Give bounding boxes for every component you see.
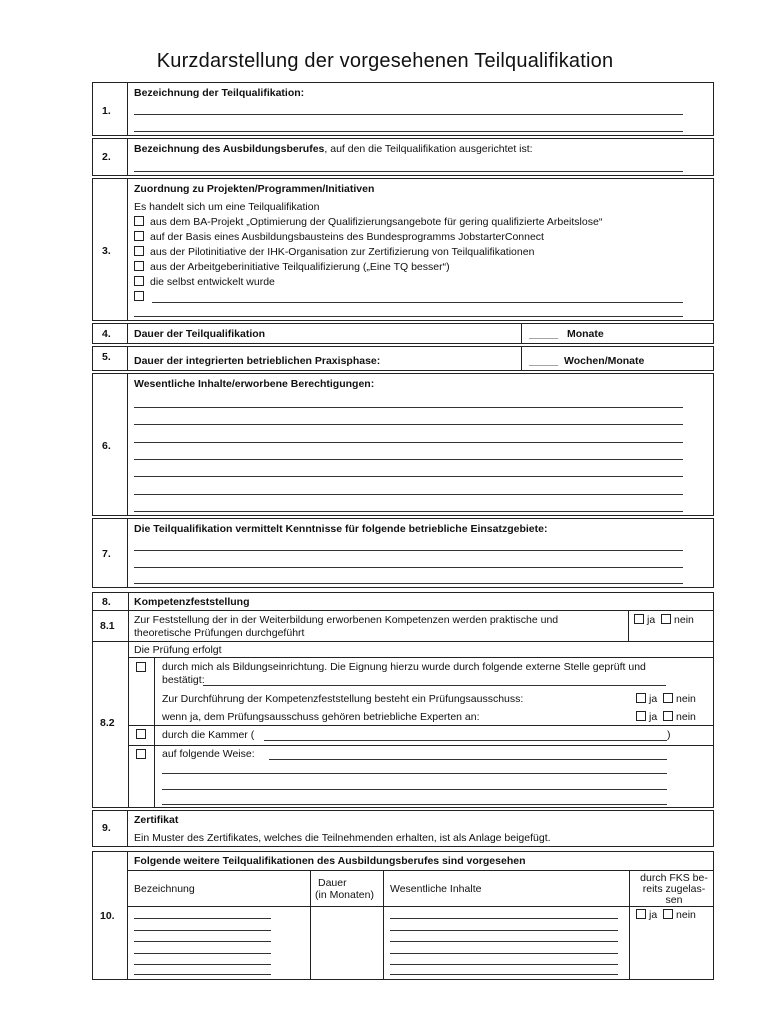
answer-line[interactable] xyxy=(134,511,683,512)
checkbox[interactable] xyxy=(136,749,146,759)
bezeichnung-line[interactable] xyxy=(134,953,271,954)
answer-line[interactable] xyxy=(134,131,683,132)
section-label: Zuordnung zu Projekten/Programmen/Initiativen xyxy=(134,183,375,195)
intro-text: Es handelt sich um eine Teilqualifikation xyxy=(134,201,320,213)
section-text: Ein Muster des Zertifikates, welches die Teilnehmenden erhalten, ist als Anlage beigefügt. xyxy=(134,832,551,844)
answer-line[interactable] xyxy=(162,789,667,790)
option-row-other[interactable] xyxy=(134,291,150,303)
section-label: Wesentliche Inhalte/erworbene Berechtigungen: xyxy=(134,378,375,390)
yes-no-choice[interactable]: ja nein xyxy=(634,614,694,626)
answer-line[interactable] xyxy=(152,302,683,303)
subsection-text: theoretische Prüfungen durchgeführt xyxy=(134,627,305,639)
column-header: durch FKS be- xyxy=(640,872,708,884)
option-row[interactable]: aus dem BA-Projekt „Optimierung der Qualifizierungsangebote für gering qualifizierte Arbeitslose“ xyxy=(134,216,602,228)
column-header: reits zugelas- xyxy=(642,883,706,895)
checkbox-nein[interactable] xyxy=(663,909,673,919)
ausschuss-text: Zur Durchführung der Kompetenzfeststellung besteht ein Prüfungsausschuss: xyxy=(162,693,524,705)
kammer-text: durch die Kammer ( xyxy=(162,729,255,741)
section-8 xyxy=(92,592,714,808)
answer-line[interactable] xyxy=(162,804,667,805)
section-label: Folgende weitere Teilqualifikationen des Ausbildungsberufes sind vorgesehen xyxy=(134,855,526,867)
subsection-text: Zur Feststellung der in der Weiterbildung erworbenen Kompetenzen werden praktische und xyxy=(134,614,559,626)
answer-line[interactable] xyxy=(269,759,667,760)
section-label: Kompetenzfeststellung xyxy=(134,596,250,608)
subsection-number: 8.1 xyxy=(100,620,115,632)
yes-no-choice[interactable]: ja nein xyxy=(636,711,696,723)
answer-line[interactable] xyxy=(203,685,666,686)
section-label: Dauer der integrierten betrieblichen Praxisphase: xyxy=(134,355,381,367)
checkbox-ja[interactable] xyxy=(636,693,646,703)
option-row[interactable]: aus der Pilotinitiative der IHK-Organisation zur Zertifizierung von Teilqualifikationen xyxy=(134,246,534,258)
inhalte-line[interactable] xyxy=(390,974,618,975)
section-number: 9. xyxy=(93,811,128,846)
section-number: 8. xyxy=(102,596,111,608)
page-title: Kurzdarstellung der vorgesehenen Teilqualifikation xyxy=(156,50,614,72)
answer-line[interactable] xyxy=(134,424,683,425)
section-label: Dauer der Teilqualifikation xyxy=(134,328,266,340)
answer-line[interactable] xyxy=(134,114,683,115)
inhalte-line[interactable] xyxy=(390,918,618,919)
answer-line[interactable] xyxy=(134,171,683,172)
inhalte-line[interactable] xyxy=(390,964,618,965)
section-number: 2. xyxy=(93,139,128,175)
answer-line[interactable] xyxy=(134,459,683,460)
section-number: 5. xyxy=(93,347,128,370)
checkbox-nein[interactable] xyxy=(663,693,673,703)
checkbox[interactable] xyxy=(134,261,144,271)
bezeichnung-line[interactable] xyxy=(134,930,271,931)
answer-line[interactable] xyxy=(134,494,683,495)
section-number: 7. xyxy=(93,519,128,587)
inhalte-line[interactable] xyxy=(390,953,618,954)
checkbox[interactable] xyxy=(136,662,146,672)
column-header: (in Monaten) xyxy=(315,889,374,901)
yes-no-choice[interactable]: ja nein xyxy=(636,909,696,921)
option-row[interactable]: auf der Basis eines Ausbildungsbausteins des Bundesprogramms JobstarterConnect xyxy=(134,231,544,243)
section-number: 1. xyxy=(93,83,128,135)
checkbox-ja[interactable] xyxy=(634,614,644,624)
inhalte-line[interactable] xyxy=(390,941,618,942)
checkbox[interactable] xyxy=(134,231,144,241)
checkbox-ja[interactable] xyxy=(636,711,646,721)
inhalte-line[interactable] xyxy=(390,930,618,931)
section-label: Bezeichnung des Ausbildungsberufes, auf den die Teilqualifikation ausgerichtet ist: xyxy=(134,143,533,155)
section-number: 3. xyxy=(93,179,128,320)
section-3 xyxy=(92,178,714,321)
checkbox[interactable] xyxy=(134,291,144,301)
yes-no-choice[interactable]: ja nein xyxy=(636,693,696,705)
option-row[interactable]: die selbst entwickelt wurde xyxy=(134,276,275,288)
column-header: Bezeichnung xyxy=(134,883,195,895)
option-text: durch mich als Bildungseinrichtung. Die Eignung hierzu wurde durch folgende externe Stelle geprüft und xyxy=(162,661,646,673)
section-label: Bezeichnung der Teilqualifikation: xyxy=(134,87,305,99)
column-header: sen xyxy=(665,894,683,906)
answer-line[interactable] xyxy=(134,316,683,317)
section-label: Die Teilqualifikation vermittelt Kenntnisse für folgende betriebliche Einsatzgebiete: xyxy=(134,523,548,535)
column-header: Dauer xyxy=(318,877,347,889)
kammer-line[interactable] xyxy=(264,740,667,741)
section-number: 6. xyxy=(93,374,128,515)
answer-line[interactable] xyxy=(162,773,667,774)
answer-line[interactable] xyxy=(134,550,683,551)
bezeichnung-line[interactable] xyxy=(134,974,271,975)
answer-line[interactable] xyxy=(134,583,683,584)
weise-text: auf folgende Weise: xyxy=(162,748,255,760)
bezeichnung-line[interactable] xyxy=(134,941,271,942)
checkbox-nein[interactable] xyxy=(663,711,673,721)
section-10 xyxy=(92,851,714,980)
section-number: 4. xyxy=(93,324,128,343)
section-7 xyxy=(92,518,714,588)
bezeichnung-line[interactable] xyxy=(134,918,271,919)
section-6 xyxy=(92,373,714,516)
column-header: Wesentliche Inhalte xyxy=(390,883,482,895)
section-5 xyxy=(92,346,714,371)
duration-field[interactable]: _____ Monate xyxy=(529,328,604,340)
kammer-close: ) xyxy=(667,729,671,741)
option-text: bestätigt: xyxy=(162,674,205,686)
answer-line[interactable] xyxy=(134,476,683,477)
checkbox[interactable] xyxy=(134,276,144,286)
section-9 xyxy=(92,810,714,847)
checkbox-nein[interactable] xyxy=(661,614,671,624)
section-label: Zertifikat xyxy=(134,814,179,826)
section-2 xyxy=(92,138,714,176)
section-1 xyxy=(92,82,714,136)
pruefung-text: Die Prüfung erfolgt xyxy=(134,644,222,656)
answer-line[interactable] xyxy=(134,567,683,568)
checkbox[interactable] xyxy=(136,729,146,739)
checkbox-ja[interactable] xyxy=(636,909,646,919)
bezeichnung-line[interactable] xyxy=(134,964,271,965)
option-row[interactable]: aus der Arbeitgeberinitiative Teilqualifizierung („Eine TQ besser“) xyxy=(134,261,450,273)
checkbox[interactable] xyxy=(134,246,144,256)
section-4 xyxy=(92,323,714,344)
answer-line[interactable] xyxy=(134,442,683,443)
duration-field[interactable]: _____ Wochen/Monate xyxy=(529,355,645,367)
checkbox[interactable] xyxy=(134,216,144,226)
section-number: 10. xyxy=(93,852,128,979)
answer-line[interactable] xyxy=(134,407,683,408)
subsection-number: 8.2 xyxy=(100,717,115,729)
experten-text: wenn ja, dem Prüfungsausschuss gehören betriebliche Experten an: xyxy=(162,711,480,723)
